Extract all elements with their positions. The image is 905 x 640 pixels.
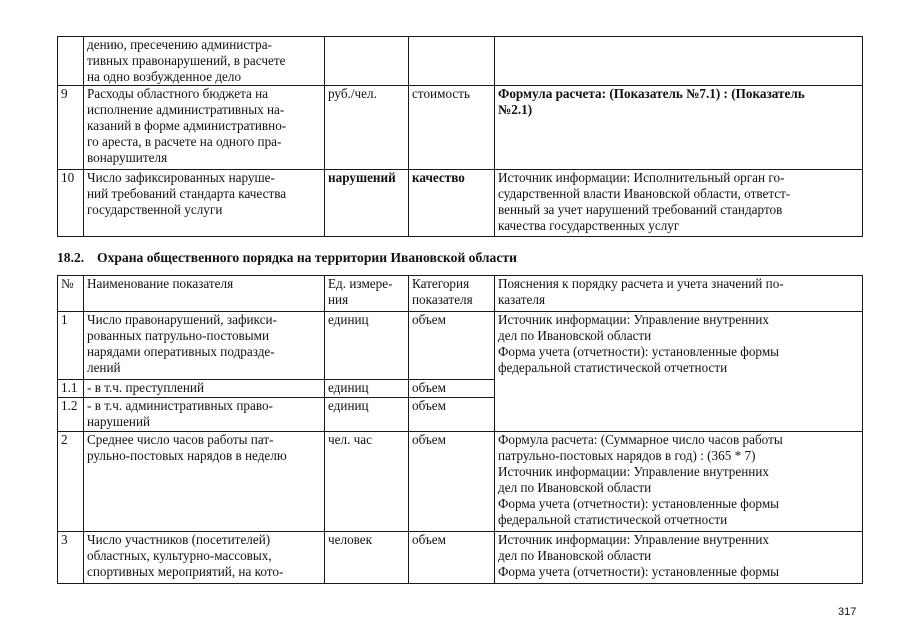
row-number: 1 [58,312,84,380]
category-cell: объем [409,532,495,584]
notes-cell [495,37,863,86]
notes-cell: Источник информации: Управление внутренних дел по Ивановской области Форма учета (отчетности): установленные формы федеральной статистической отчетности [495,312,863,432]
unit-cell: руб./чел. [325,86,409,170]
unit-cell: единиц [325,380,409,398]
continuation-table [57,36,863,237]
table-row [58,170,863,237]
header-notes: Пояснения к порядку расчета и учета значений по- казателя [495,276,863,312]
category-cell: объем [409,312,495,380]
unit-cell: единиц [325,312,409,380]
header-category: Категория показателя [409,276,495,312]
section-number: 18.2. [57,250,85,265]
table-row [58,532,863,584]
category-cell: объем [409,432,495,532]
row-number [58,37,84,86]
unit-cell: чел. час [325,432,409,532]
header-unit: Ед. измере- ния [325,276,409,312]
row-number: 10 [58,170,84,237]
category-cell: качество [409,170,495,237]
table-header-row [58,276,863,312]
header-number: № [58,276,84,312]
row-number: 1.1 [58,380,84,398]
indicators-table [57,275,863,584]
indicator-name: дению, пресечению администра- тивных правонарушений, в расчете на одно возбужденное дело [84,37,325,86]
page-number: 317 [838,606,857,618]
indicator-name: Среднее число часов работы пат- рульно-постовых нарядов в неделю [84,432,325,532]
notes-cell: Формула расчета: (Показатель №7.1) : (Показатель №2.1) [495,86,863,170]
category-cell: стоимость [409,86,495,170]
table-row [58,37,863,86]
indicator-name: Число участников (посетителей) областных, культурно-массовых, спортивных мероприятий, на кото- [84,532,325,584]
row-number: 2 [58,432,84,532]
unit-cell: нарушений [325,170,409,237]
unit-cell: единиц [325,398,409,432]
table-row [58,432,863,532]
unit-cell [325,37,409,86]
row-number: 3 [58,532,84,584]
header-name: Наименование показателя [84,276,325,312]
notes-cell: Источник информации: Исполнительный орган го- сударственной власти Ивановской области, ответст- венный за учет нарушений требований стандартов качества государственных услуг [495,170,863,237]
section-heading [57,250,517,266]
notes-cell: Формула расчета: (Суммарное число часов работы патрульно-постовых нарядов в год) : (365 * 7) Источник информации: Управление внутренних дел по Ивановской области Форма учета (отчетности): установленные формы федеральной статистической отчетности [495,432,863,532]
unit-cell: человек [325,532,409,584]
indicator-name: - в т.ч. административных право- нарушений [84,398,325,432]
section-title: Охрана общественного порядка на территории Ивановской области [97,250,517,265]
category-cell: объем [409,380,495,398]
row-number: 1.2 [58,398,84,432]
category-cell: объем [409,398,495,432]
category-cell [409,37,495,86]
indicator-name: Число правонарушений, зафикси- рованных патрульно-постовыми нарядами оперативных подразде- лений [84,312,325,380]
notes-cell: Источник информации: Управление внутренних дел по Ивановской области Форма учета (отчетности): установленные формы [495,532,863,584]
row-number: 9 [58,86,84,170]
indicator-name: - в т.ч. преступлений [84,380,325,398]
table-row [58,86,863,170]
indicator-name: Расходы областного бюджета на исполнение административных на- казаний в форме административно- го ареста, в расчете на одного пра- вонарушителя [84,86,325,170]
table-row [58,312,863,380]
indicator-name: Число зафиксированных наруше- ний требований стандарта качества государственной услуги [84,170,325,237]
